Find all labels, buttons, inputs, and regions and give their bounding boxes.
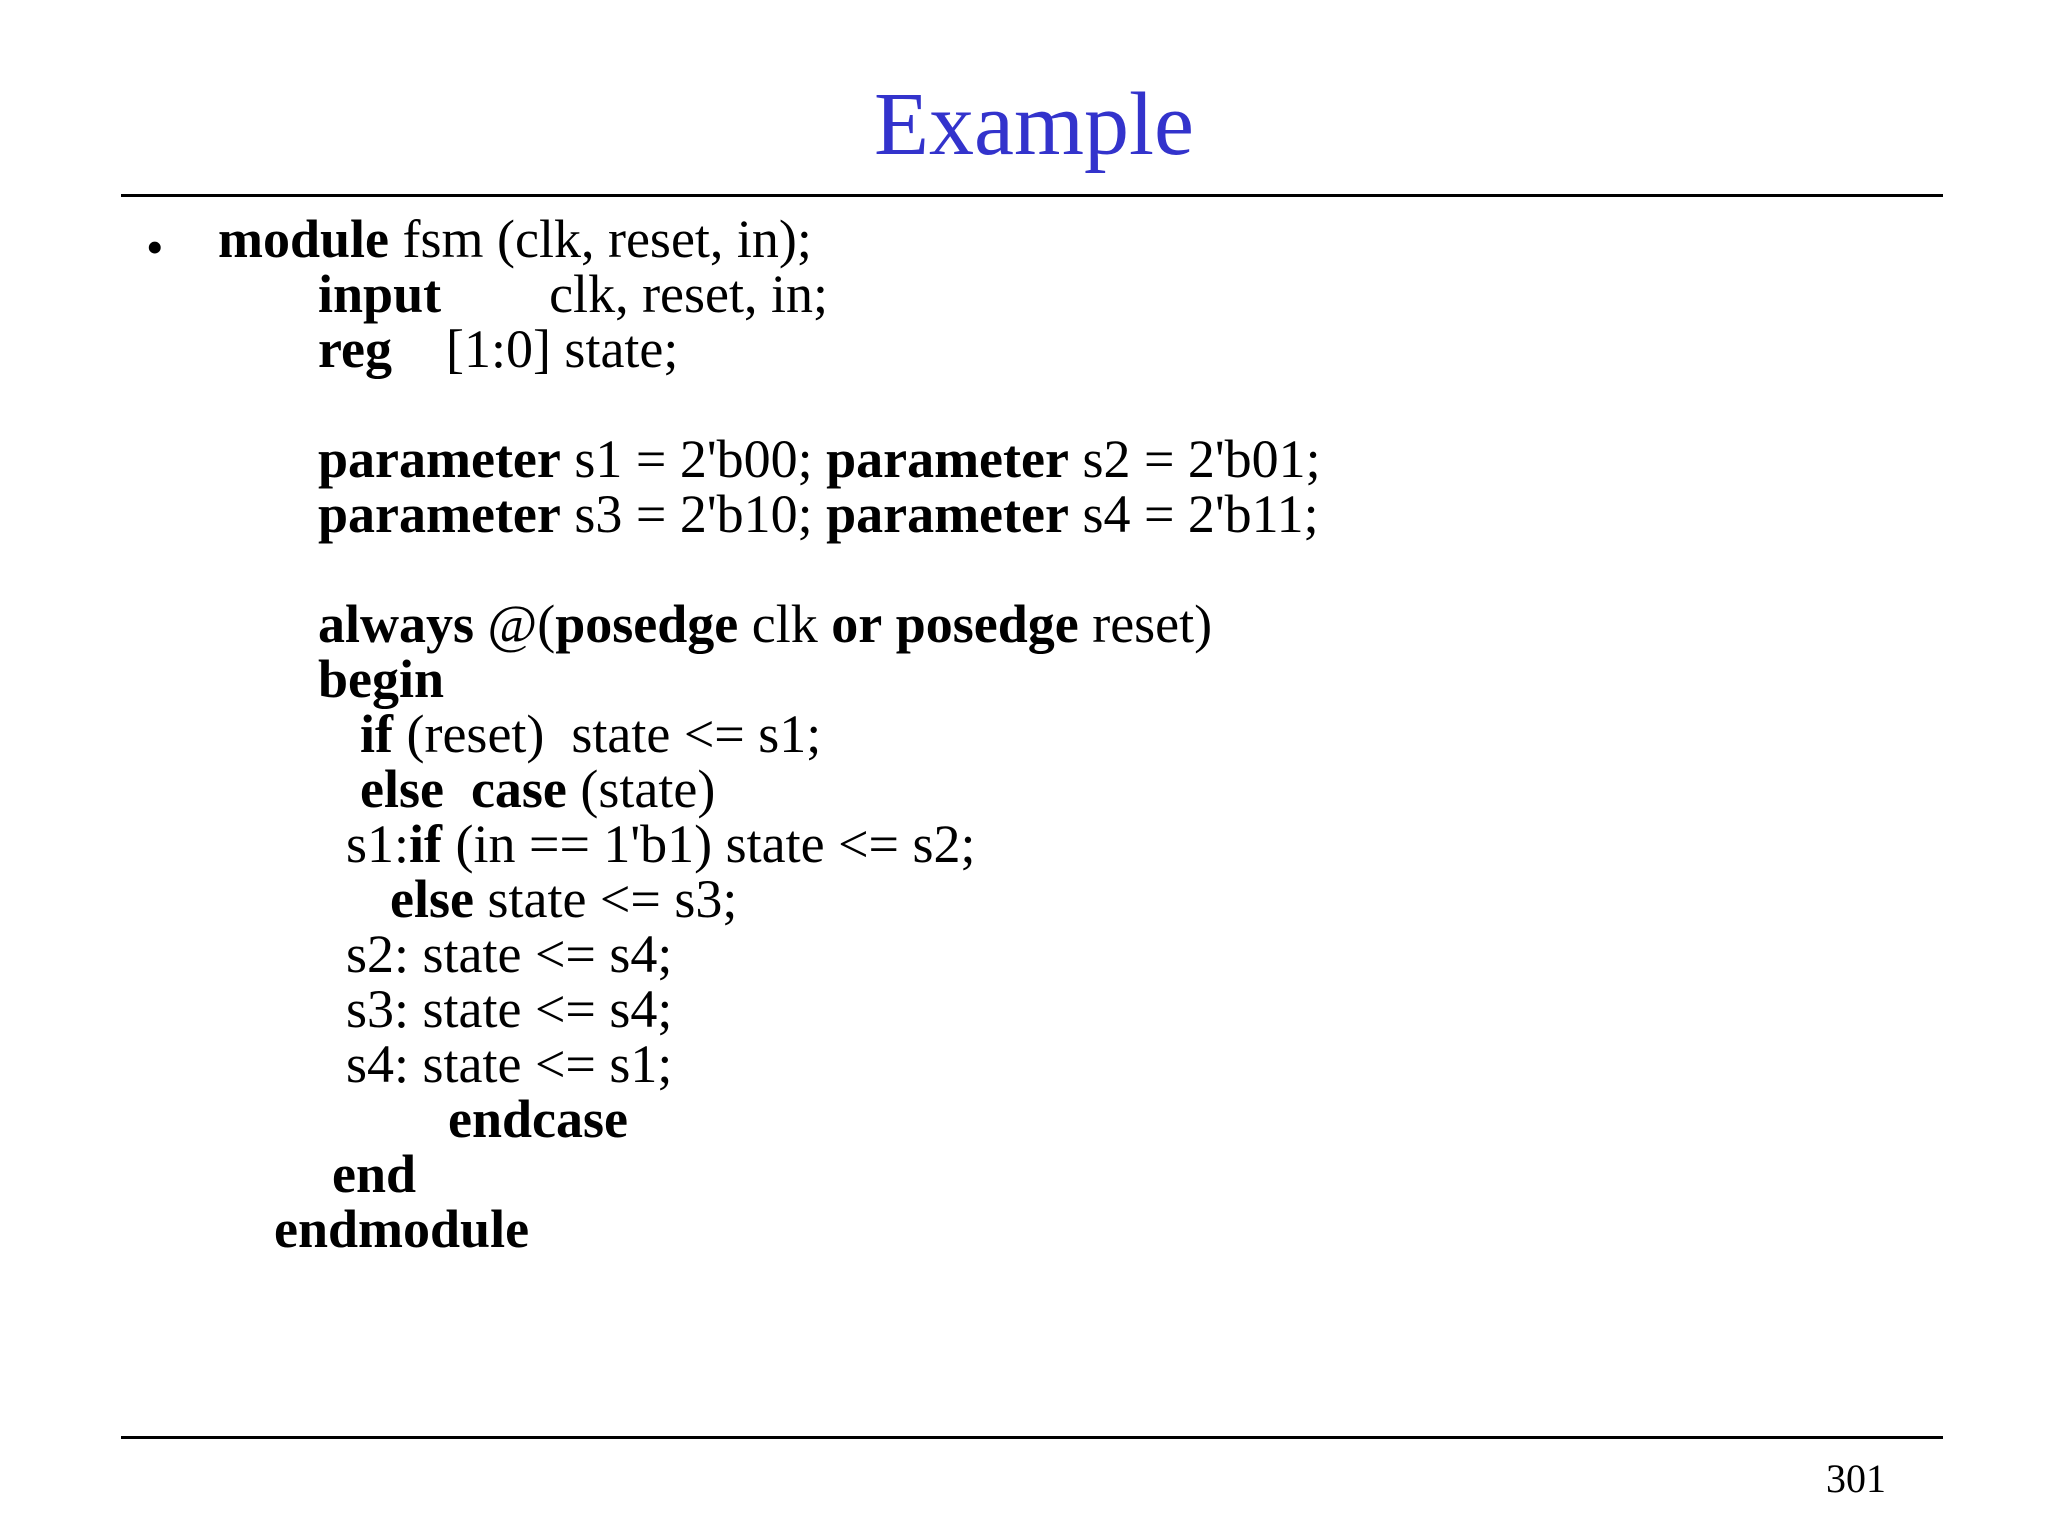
code-keyword: if (360, 704, 393, 764)
footer-divider (121, 1436, 1943, 1439)
code-line (360, 704, 822, 764)
code-text: s3: state <= s4; (346, 979, 673, 1039)
code-keyword: posedge (555, 594, 739, 654)
code-text (444, 759, 471, 819)
code-text (882, 594, 896, 654)
code-line (274, 1199, 530, 1259)
code-text: s3 = 2'b10; (560, 484, 827, 544)
code-keyword: or (831, 594, 883, 654)
code-keyword: reg (318, 319, 392, 379)
code-line (332, 1144, 417, 1204)
code-line (448, 1089, 628, 1149)
code-keyword: always (318, 594, 475, 654)
code-keyword: end (332, 1144, 417, 1204)
code-text: state <= s3; (473, 869, 738, 929)
code-keyword: posedge (895, 594, 1079, 654)
slide-title: Example (874, 75, 1194, 174)
code-text: (in == 1'b1) state <= s2; (442, 814, 976, 874)
code-text: s1 = 2'b00; (560, 429, 827, 489)
code-text: s4 = 2'b11; (1068, 484, 1319, 544)
code-keyword: begin (318, 649, 445, 709)
code-keyword: else (390, 869, 474, 929)
code-text: reset) (1078, 594, 1213, 654)
code-text: clk, reset, in; (441, 264, 829, 324)
code-line (346, 814, 976, 874)
code-keyword: parameter (826, 484, 1069, 544)
code-text: (reset) state <= s1; (393, 704, 822, 764)
code-keyword: if (409, 814, 443, 874)
code-line (360, 759, 716, 819)
code-text: s4: state <= s1; (346, 1034, 673, 1094)
code-keyword: parameter (826, 429, 1069, 489)
code-keyword: parameter (318, 429, 561, 489)
code-keyword: module (218, 209, 390, 269)
code-keyword: else (360, 759, 444, 819)
code-line (318, 429, 1321, 489)
code-line (346, 1034, 673, 1094)
code-keyword: case (470, 759, 567, 819)
code-line (318, 594, 1213, 654)
title-divider (121, 194, 1943, 197)
page-number: 301 (1826, 1456, 1886, 1501)
code-text: (state) (566, 759, 716, 819)
code-line (390, 869, 738, 929)
code-text: s1: (346, 814, 410, 874)
code-line (318, 484, 1319, 544)
code-keyword: input (318, 264, 442, 324)
code-keyword: endmodule (274, 1199, 530, 1259)
code-text: [1:0] state; (391, 319, 679, 379)
code-text: @( (474, 594, 556, 654)
code-text: fsm (clk, reset, in); (389, 209, 812, 269)
code-keyword: parameter (318, 484, 561, 544)
code-line (346, 979, 673, 1039)
code-text: s2 = 2'b01; (1068, 429, 1321, 489)
code-line (318, 264, 829, 324)
code-keyword: endcase (448, 1089, 628, 1149)
bullet-marker: • (146, 219, 164, 275)
code-line (346, 924, 673, 984)
code-text: s2: state <= s4; (346, 924, 673, 984)
code-line (318, 649, 445, 709)
code-line (318, 319, 679, 379)
code-line (218, 209, 812, 269)
code-text: clk (738, 594, 832, 654)
